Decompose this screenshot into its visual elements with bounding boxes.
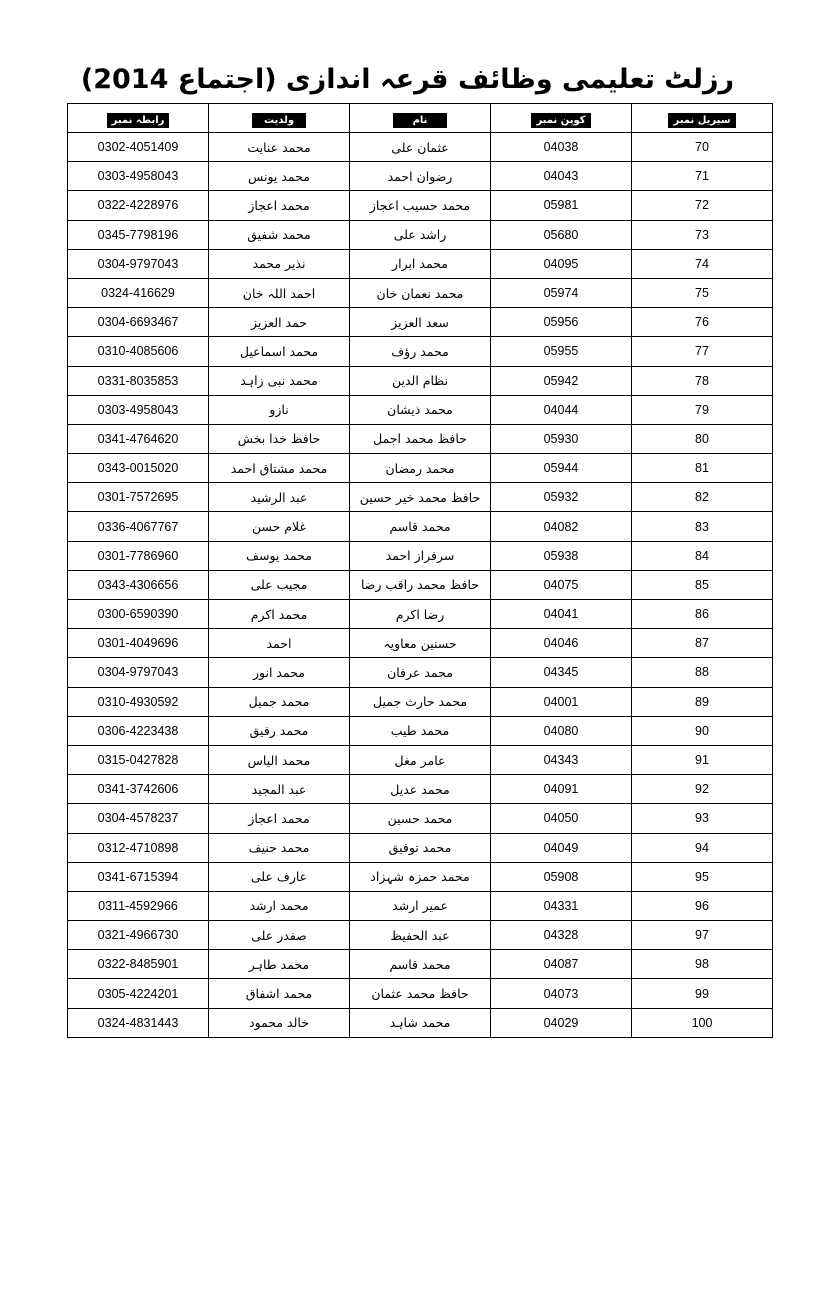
- contact-cell: 0304-9797043: [68, 658, 209, 687]
- header-coupon-cell: [491, 104, 632, 133]
- name-cell: محمد عدیل: [350, 775, 491, 804]
- name-cell: رضا اکرم: [350, 600, 491, 629]
- table-row: [68, 745, 773, 774]
- page-title: رزلٹ تعلیمی وظائف قرعہ اندازی (اجتماع 2014): [80, 64, 735, 95]
- contact-cell: 0341-6715394: [68, 862, 209, 891]
- header-row: [68, 104, 773, 133]
- header-contact: رابطہ نمبر: [107, 113, 170, 128]
- serial-cell: 78: [632, 366, 773, 395]
- name-cell: راشد علی: [350, 220, 491, 249]
- serial-cell: 96: [632, 891, 773, 920]
- serial-cell: 91: [632, 745, 773, 774]
- name-cell: محمد قاسم: [350, 950, 491, 979]
- contact-cell: 0300-6590390: [68, 600, 209, 629]
- serial-cell: 73: [632, 220, 773, 249]
- serial-cell: 81: [632, 454, 773, 483]
- contact-cell: 0304-6693467: [68, 308, 209, 337]
- coupon-cell: 04345: [491, 658, 632, 687]
- contact-cell: 0304-4578237: [68, 804, 209, 833]
- name-cell: محمد حسین: [350, 804, 491, 833]
- name-cell: محمد رمضان: [350, 454, 491, 483]
- serial-cell: 71: [632, 162, 773, 191]
- coupon-cell: 05974: [491, 278, 632, 307]
- serial-cell: 85: [632, 570, 773, 599]
- serial-cell: 83: [632, 512, 773, 541]
- serial-cell: 92: [632, 775, 773, 804]
- contact-cell: 0321-4966730: [68, 921, 209, 950]
- name-cell: محمد حارث جمیل: [350, 687, 491, 716]
- contact-cell: 0341-3742606: [68, 775, 209, 804]
- coupon-cell: 04073: [491, 979, 632, 1008]
- contact-cell: 0322-8485901: [68, 950, 209, 979]
- father-name-cell: احمد: [209, 629, 350, 658]
- header-contact-cell: [68, 104, 209, 133]
- results-table: [67, 103, 773, 1038]
- coupon-cell: 04095: [491, 249, 632, 278]
- serial-cell: 93: [632, 804, 773, 833]
- contact-cell: 0301-7572695: [68, 483, 209, 512]
- name-cell: محمد حسیب اعجاز: [350, 191, 491, 220]
- table-row: [68, 570, 773, 599]
- father-name-cell: محمد اسماعیل: [209, 337, 350, 366]
- table-row: [68, 600, 773, 629]
- header-serial: سیریل نمبر: [668, 113, 735, 128]
- coupon-cell: 04082: [491, 512, 632, 541]
- serial-cell: 86: [632, 600, 773, 629]
- name-cell: عمیر ارشد: [350, 891, 491, 920]
- coupon-cell: 05932: [491, 483, 632, 512]
- coupon-cell: 05938: [491, 541, 632, 570]
- serial-cell: 89: [632, 687, 773, 716]
- father-name-cell: عبد المجید: [209, 775, 350, 804]
- serial-cell: 80: [632, 424, 773, 453]
- table-row: [68, 424, 773, 453]
- father-name-cell: نذیر محمد: [209, 249, 350, 278]
- serial-cell: 72: [632, 191, 773, 220]
- table-row: [68, 483, 773, 512]
- name-cell: محمد ذیشان: [350, 395, 491, 424]
- table-row: [68, 278, 773, 307]
- name-cell: محمد شاہد: [350, 1008, 491, 1037]
- coupon-cell: 04331: [491, 891, 632, 920]
- coupon-cell: 04044: [491, 395, 632, 424]
- table-row: [68, 162, 773, 191]
- table-row: [68, 366, 773, 395]
- father-name-cell: مجیب علی: [209, 570, 350, 599]
- header-serial-cell: [632, 104, 773, 133]
- name-cell: محمد طیب: [350, 716, 491, 745]
- coupon-cell: 04050: [491, 804, 632, 833]
- table-row: [68, 220, 773, 249]
- contact-cell: 0306-4223438: [68, 716, 209, 745]
- table-row: [68, 395, 773, 424]
- table-row: [68, 337, 773, 366]
- coupon-cell: 04049: [491, 833, 632, 862]
- coupon-cell: 05956: [491, 308, 632, 337]
- father-name-cell: خالد محمود: [209, 1008, 350, 1037]
- table-row: [68, 629, 773, 658]
- table-row: [68, 1008, 773, 1037]
- name-cell: سعد العزیز: [350, 308, 491, 337]
- header-name: نام: [393, 113, 447, 128]
- header-coupon: کوپن نمبر: [531, 113, 590, 128]
- serial-cell: 74: [632, 249, 773, 278]
- table-row: [68, 716, 773, 745]
- table-row: [68, 804, 773, 833]
- name-cell: نظام الدین: [350, 366, 491, 395]
- father-name-cell: عارف علی: [209, 862, 350, 891]
- name-cell: محمد قاسم: [350, 512, 491, 541]
- name-cell: سرفراز احمد: [350, 541, 491, 570]
- name-cell: محمد عرفان: [350, 658, 491, 687]
- contact-cell: 0301-7786960: [68, 541, 209, 570]
- table-row: [68, 687, 773, 716]
- header-name-cell: [350, 104, 491, 133]
- coupon-cell: 04043: [491, 162, 632, 191]
- serial-cell: 97: [632, 921, 773, 950]
- name-cell: حافظ محمد اجمل: [350, 424, 491, 453]
- table-row: [68, 249, 773, 278]
- table-row: [68, 862, 773, 891]
- name-cell: حسنین معاویہ: [350, 629, 491, 658]
- father-name-cell: محمد مشتاق احمد: [209, 454, 350, 483]
- coupon-cell: 05942: [491, 366, 632, 395]
- contact-cell: 0324-4831443: [68, 1008, 209, 1037]
- contact-cell: 0343-4306656: [68, 570, 209, 599]
- father-name-cell: محمد اکرم: [209, 600, 350, 629]
- coupon-cell: 04046: [491, 629, 632, 658]
- father-name-cell: محمد ارشد: [209, 891, 350, 920]
- name-cell: رضوان احمد: [350, 162, 491, 191]
- coupon-cell: 04029: [491, 1008, 632, 1037]
- table-row: [68, 979, 773, 1008]
- father-name-cell: محمد جمیل: [209, 687, 350, 716]
- father-name-cell: محمد اعجاز: [209, 804, 350, 833]
- father-name-cell: محمد اعجاز: [209, 191, 350, 220]
- father-name-cell: محمد یوسف: [209, 541, 350, 570]
- contact-cell: 0341-4764620: [68, 424, 209, 453]
- serial-cell: 77: [632, 337, 773, 366]
- name-cell: محمد نعمان خان: [350, 278, 491, 307]
- header-father-cell: [209, 104, 350, 133]
- father-name-cell: محمد عنایت: [209, 133, 350, 162]
- name-cell: حافظ محمد راقب رضا: [350, 570, 491, 599]
- contact-cell: 0324-416629: [68, 278, 209, 307]
- name-cell: عبد الحفیظ: [350, 921, 491, 950]
- name-cell: عامر مغل: [350, 745, 491, 774]
- serial-cell: 95: [632, 862, 773, 891]
- serial-cell: 82: [632, 483, 773, 512]
- father-name-cell: محمد رفیق: [209, 716, 350, 745]
- name-cell: محمد رؤف: [350, 337, 491, 366]
- coupon-cell: 05930: [491, 424, 632, 453]
- father-name-cell: احمد اللہ خان: [209, 278, 350, 307]
- serial-cell: 100: [632, 1008, 773, 1037]
- coupon-cell: 05944: [491, 454, 632, 483]
- table-row: [68, 541, 773, 570]
- contact-cell: 0303-4958043: [68, 395, 209, 424]
- father-name-cell: محمد طاہر: [209, 950, 350, 979]
- table-row: [68, 775, 773, 804]
- contact-cell: 0301-4049696: [68, 629, 209, 658]
- father-name-cell: محمد حنیف: [209, 833, 350, 862]
- name-cell: عثمان علی: [350, 133, 491, 162]
- coupon-cell: 04328: [491, 921, 632, 950]
- contact-cell: 0305-4224201: [68, 979, 209, 1008]
- contact-cell: 0311-4592966: [68, 891, 209, 920]
- father-name-cell: محمد انور: [209, 658, 350, 687]
- serial-cell: 98: [632, 950, 773, 979]
- coupon-cell: 04087: [491, 950, 632, 979]
- coupon-cell: 04038: [491, 133, 632, 162]
- contact-cell: 0310-4085606: [68, 337, 209, 366]
- table-row: [68, 921, 773, 950]
- table-row: [68, 833, 773, 862]
- coupon-cell: 05680: [491, 220, 632, 249]
- coupon-cell: 04075: [491, 570, 632, 599]
- serial-cell: 94: [632, 833, 773, 862]
- contact-cell: 0310-4930592: [68, 687, 209, 716]
- contact-cell: 0331-8035853: [68, 366, 209, 395]
- table-row: [68, 133, 773, 162]
- father-name-cell: غلام حسن: [209, 512, 350, 541]
- coupon-cell: 05981: [491, 191, 632, 220]
- father-name-cell: محمد شفیق: [209, 220, 350, 249]
- father-name-cell: محمد الیاس: [209, 745, 350, 774]
- name-cell: محمد ابرار: [350, 249, 491, 278]
- father-name-cell: حافظ خدا بخش: [209, 424, 350, 453]
- coupon-cell: 04091: [491, 775, 632, 804]
- table-row: [68, 191, 773, 220]
- coupon-cell: 04001: [491, 687, 632, 716]
- contact-cell: 0312-4710898: [68, 833, 209, 862]
- contact-cell: 0343-0015020: [68, 454, 209, 483]
- name-cell: محمد توفیق: [350, 833, 491, 862]
- father-name-cell: محمد یونس: [209, 162, 350, 191]
- father-name-cell: حمد العزیز: [209, 308, 350, 337]
- coupon-cell: 05955: [491, 337, 632, 366]
- serial-cell: 88: [632, 658, 773, 687]
- serial-cell: 70: [632, 133, 773, 162]
- contact-cell: 0345-7798196: [68, 220, 209, 249]
- contact-cell: 0304-9797043: [68, 249, 209, 278]
- father-name-cell: محمد اشفاق: [209, 979, 350, 1008]
- father-name-cell: نازو: [209, 395, 350, 424]
- father-name-cell: محمد نبی زاہد: [209, 366, 350, 395]
- contact-cell: 0322-4228976: [68, 191, 209, 220]
- name-cell: محمد حمزہ شہزاد: [350, 862, 491, 891]
- contact-cell: 0315-0427828: [68, 745, 209, 774]
- serial-cell: 99: [632, 979, 773, 1008]
- table-body: [68, 133, 773, 1038]
- table-row: [68, 891, 773, 920]
- name-cell: حافظ محمد عثمان: [350, 979, 491, 1008]
- name-cell: حافظ محمد خیر حسین: [350, 483, 491, 512]
- coupon-cell: 05908: [491, 862, 632, 891]
- coupon-cell: 04080: [491, 716, 632, 745]
- table-row: [68, 308, 773, 337]
- father-name-cell: صفدر علی: [209, 921, 350, 950]
- serial-cell: 75: [632, 278, 773, 307]
- serial-cell: 87: [632, 629, 773, 658]
- table-row: [68, 512, 773, 541]
- table-row: [68, 454, 773, 483]
- contact-cell: 0302-4051409: [68, 133, 209, 162]
- coupon-cell: 04041: [491, 600, 632, 629]
- contact-cell: 0303-4958043: [68, 162, 209, 191]
- serial-cell: 84: [632, 541, 773, 570]
- serial-cell: 90: [632, 716, 773, 745]
- coupon-cell: 04343: [491, 745, 632, 774]
- contact-cell: 0336-4067767: [68, 512, 209, 541]
- father-name-cell: عبد الرشید: [209, 483, 350, 512]
- serial-cell: 79: [632, 395, 773, 424]
- header-father: ولدیت: [252, 113, 306, 128]
- serial-cell: 76: [632, 308, 773, 337]
- table-row: [68, 950, 773, 979]
- table-row: [68, 658, 773, 687]
